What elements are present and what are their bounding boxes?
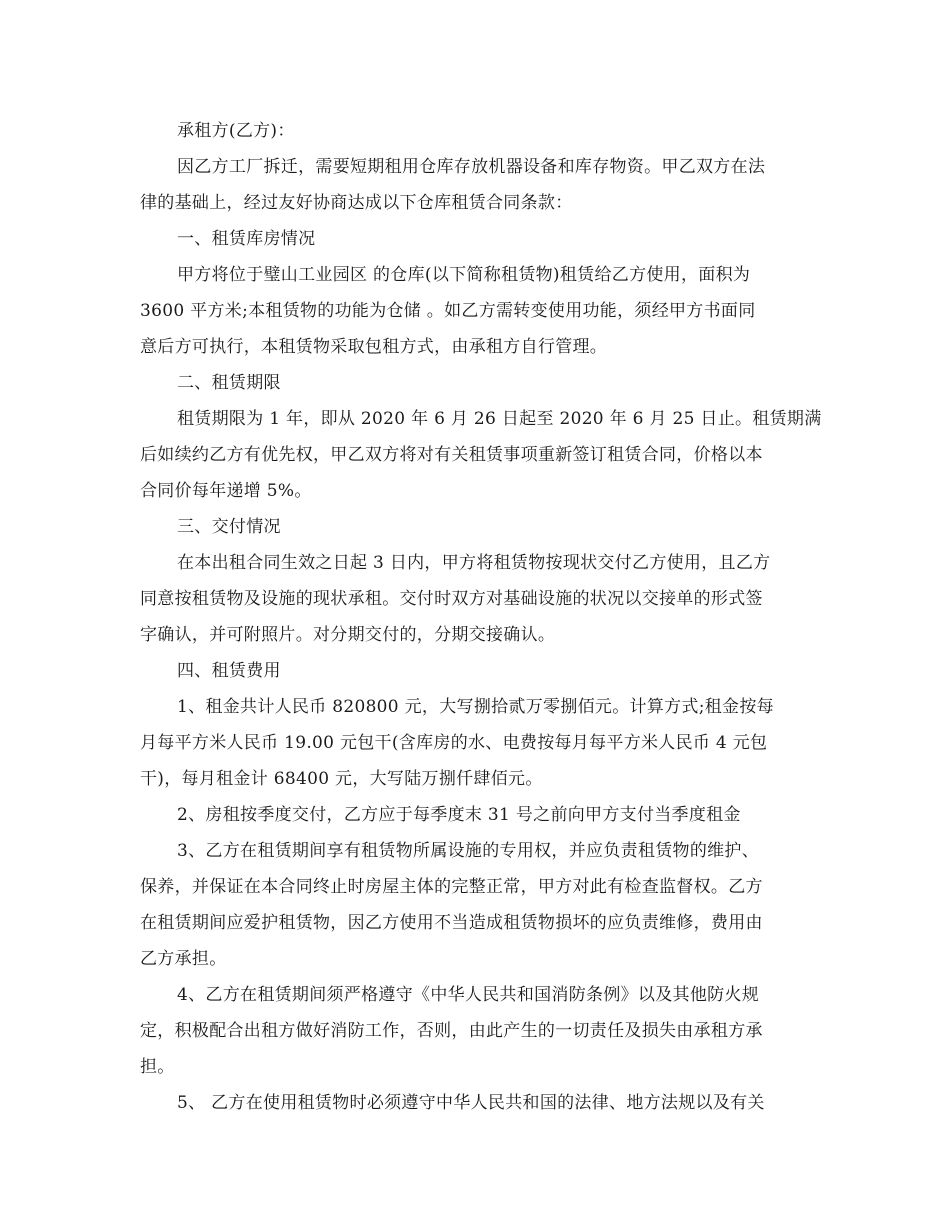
text-line: 在租赁期间应爱护租赁物，因乙方使用不当造成租赁物损坏的应负责维修，费用由 (140, 913, 763, 933)
text-line: 2、房租按季度交付，乙方应于每季度末 31 号之前向甲方支付当季度租金 (177, 805, 741, 825)
document-page (140, 116, 820, 1124)
text-line: 同意按租赁物及设施的现状承租。交付时双方对基础设施的状况以交接单的形式签 (140, 589, 763, 609)
text-line: 乙方承担。 (140, 949, 227, 969)
text-line: 定，积极配合出租方做好消防工作，否则，由此产生的一切责任及损失由承租方承 (140, 1021, 763, 1041)
text-line: 租赁期限为 1 年，即从 2020 年 6 月 26 日起至 2020 年 6 月 25 日止。租赁期满 (177, 409, 822, 429)
section-heading: 一、租赁库房情况 (177, 229, 316, 249)
section-heading: 四、租赁费用 (177, 661, 281, 681)
text-line: 3600 平方米;本租赁物的功能为仓储 。如乙方需转变使用功能，须经甲方书面同 (140, 301, 756, 321)
text-line: 律的基础上，经过友好协商达成以下仓库租赁合同条款： (140, 193, 573, 213)
text-line: 担。 (140, 1057, 175, 1077)
text-line: 因乙方工厂拆迁，需要短期租用仓库存放机器设备和库存物资。甲乙双方在法 (177, 157, 766, 177)
text-line: 3、乙方在租赁期间享有租赁物所属设施的专用权，并应负责租赁物的维护、 (177, 841, 760, 861)
text-line: 在本出租合同生效之日起 3 日内，甲方将租赁物按现状交付乙方使用，且乙方 (177, 553, 771, 573)
text-line: 承租方(乙方)： (177, 121, 295, 141)
text-line: 字确认，并可附照片。对分期交付的，分期交接确认。 (140, 625, 556, 645)
text-line: 干)，每月租金计 68400 元，大写陆万捌仟肆佰元。 (140, 769, 543, 789)
text-line: 1、租金共计人民币 820800 元，大写捌拾贰万零捌佰元。计算方式;租金按每 (177, 697, 774, 717)
text-line: 合同价每年递增 5%。 (140, 481, 312, 501)
text-line: 甲方将位于璧山工业园区 的仓库(以下简称租赁物)租赁给乙方使用，面积为 (177, 265, 751, 285)
text-line: 保养，并保证在本合同终止时房屋主体的完整正常，甲方对此有检查监督权。乙方 (140, 877, 763, 897)
section-heading: 二、租赁期限 (177, 373, 281, 393)
text-line: 4、乙方在租赁期间须严格遵守《中华人民共和国消防条例》以及其他防火规 (177, 985, 760, 1005)
section-heading: 三、交付情况 (177, 517, 281, 537)
text-line: 意后方可执行，本租赁物采取包租方式，由承租方自行管理。 (140, 337, 608, 357)
text-line: 5、 乙方在使用租赁物时必须遵守中华人民共和国的法律、地方法规以及有关 (177, 1093, 765, 1113)
text-line: 月每平方米人民币 19.00 元包干(含库房的水、电费按每月每平方米人民币 4 元包 (140, 733, 768, 753)
text-line: 后如续约乙方有优先权，甲乙双方将对有关租赁事项重新签订租赁合同，价格以本 (140, 445, 763, 465)
